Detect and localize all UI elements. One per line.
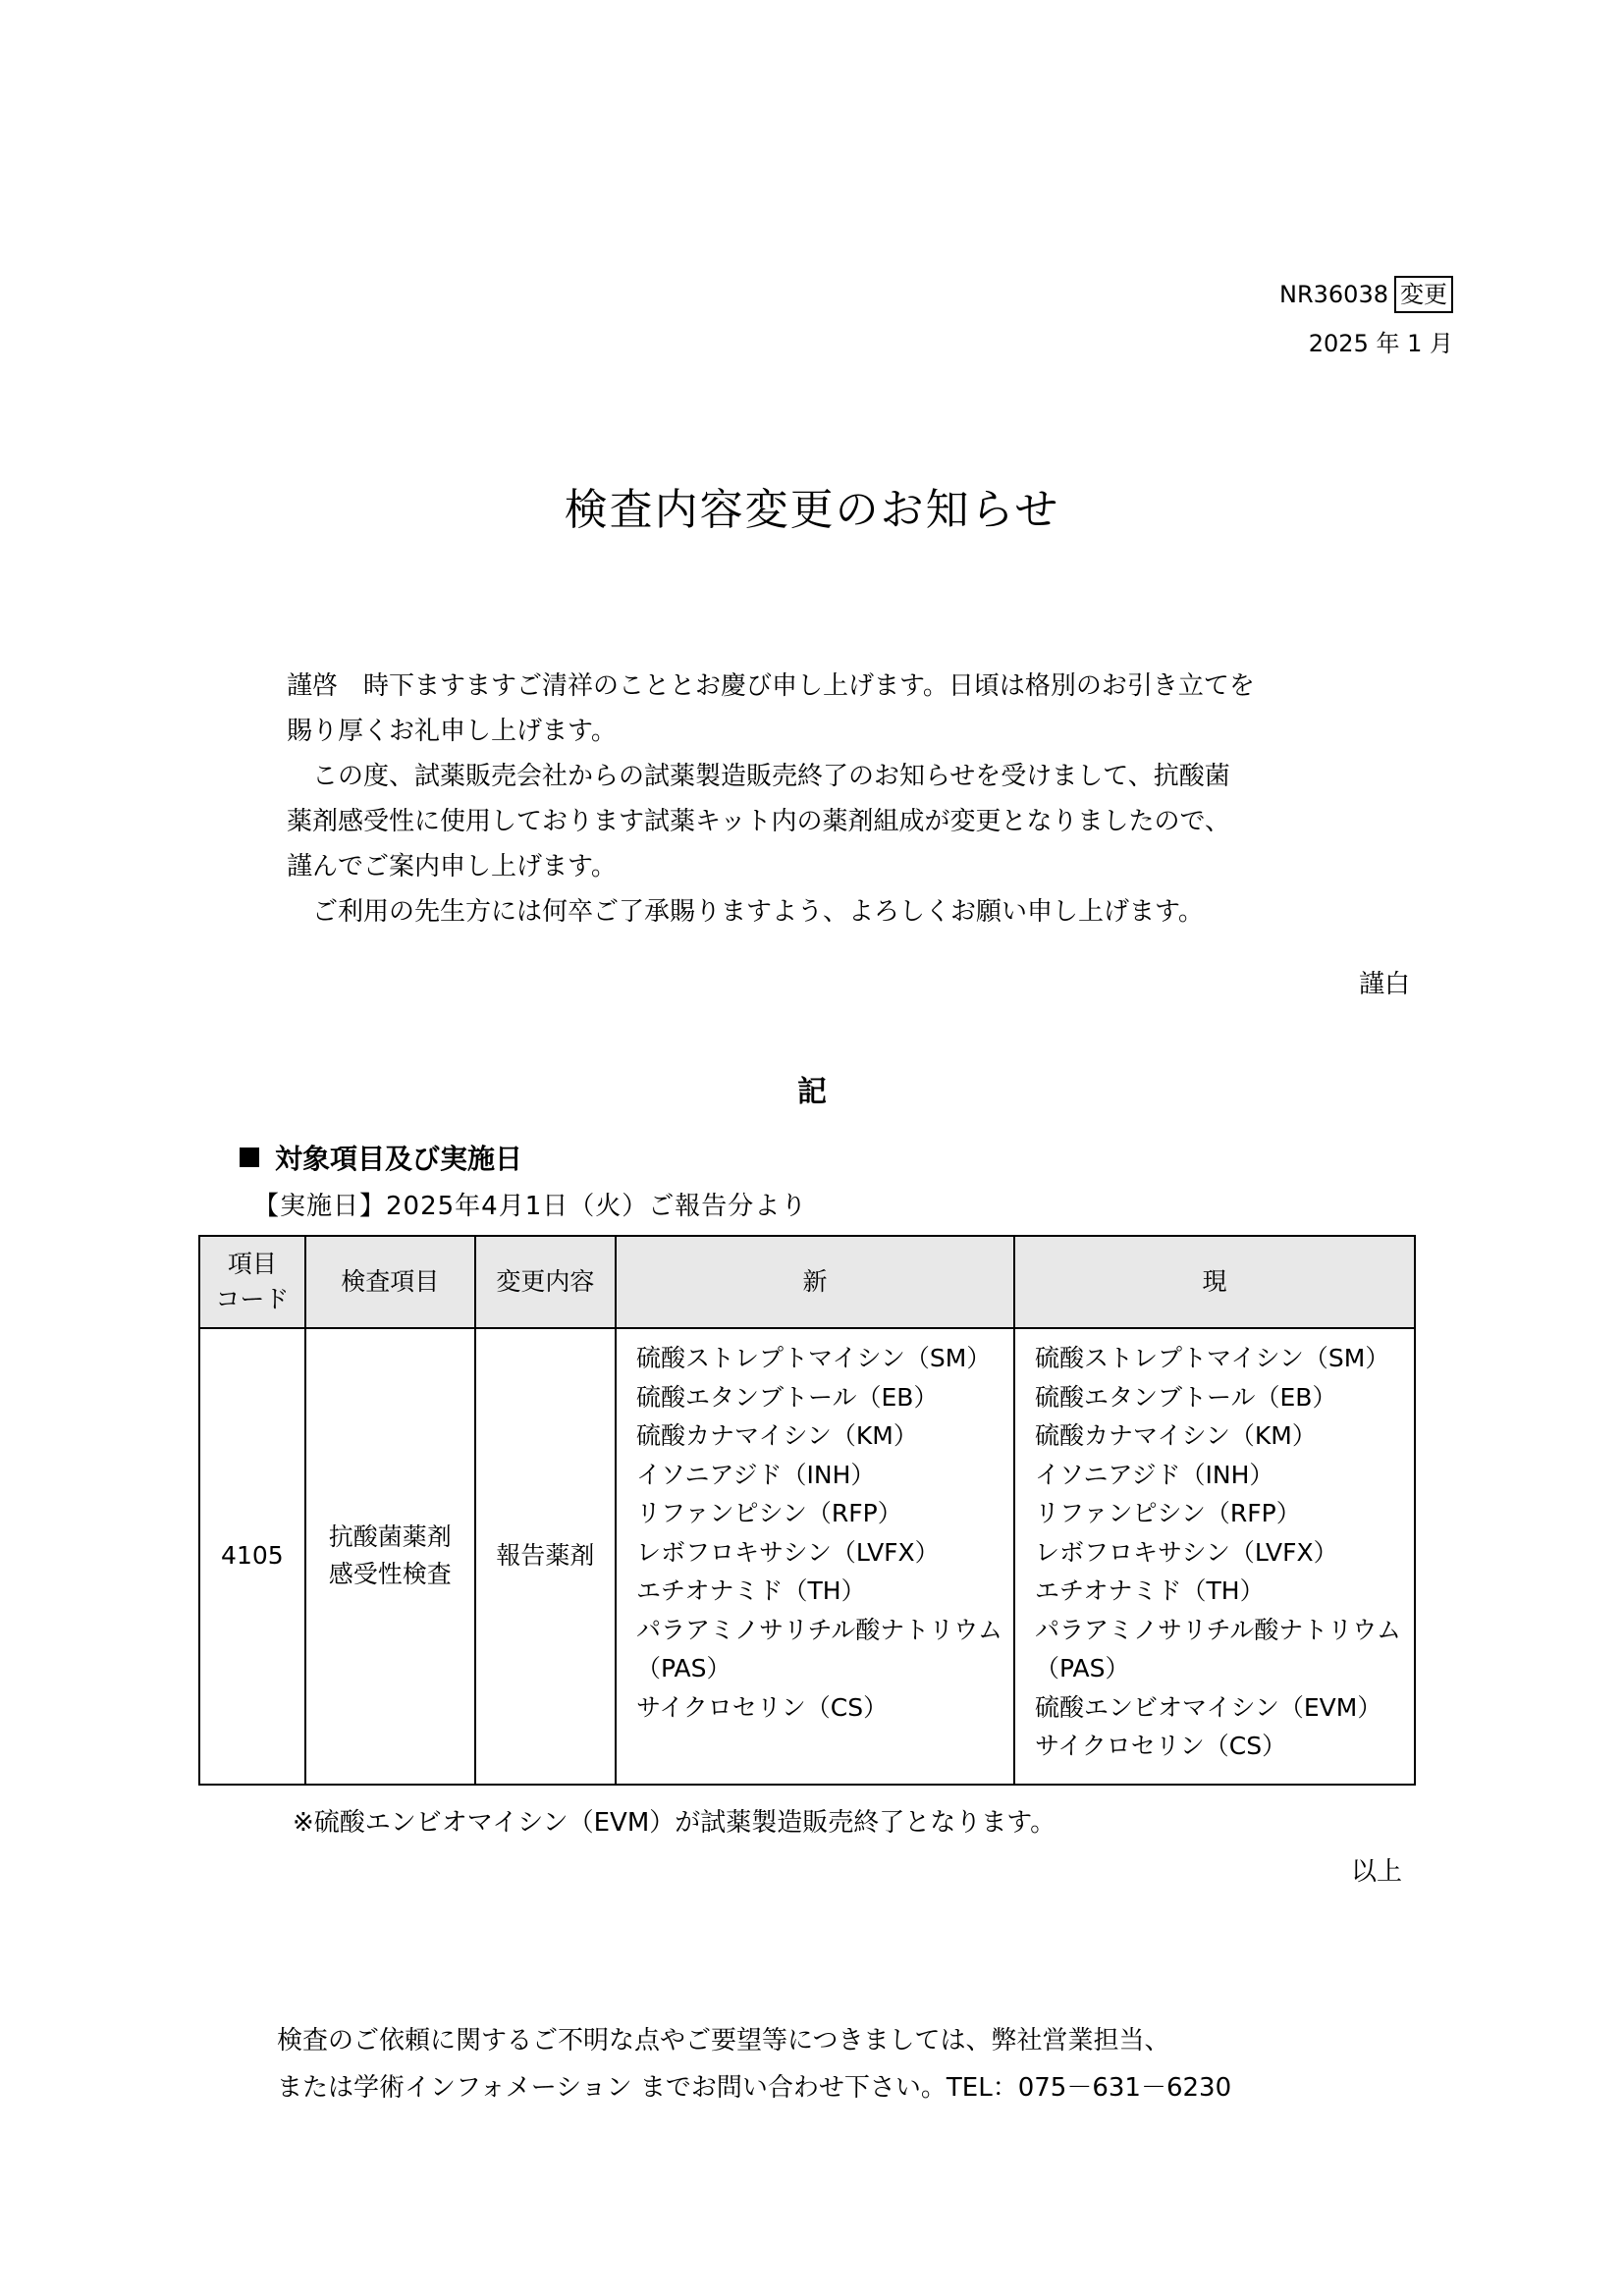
square-bullet-icon (240, 1148, 259, 1167)
document-number-text: NR36038 (1279, 281, 1388, 308)
body-line: この度、試薬販売会社からの試薬製造販売終了のお知らせを受けまして、抗酸菌 (312, 762, 1230, 791)
page-title: 検査内容変更のお知らせ (564, 485, 1060, 535)
body-line: 謹んでご案内申し上げます。 (287, 852, 617, 881)
current-drug-item: パラアミノサリチル酸ナトリウム (1035, 1615, 1402, 1644)
header-new: 新 (616, 1236, 1014, 1328)
current-drug-item: サイクロセリン（CS） (1035, 1732, 1287, 1760)
target-items-table (198, 1235, 1416, 1786)
body-line: 謹啓 時下ますますご清祥のこととお慶び申し上げます。日頃は格別のお引き立てを (287, 671, 1255, 701)
document-number (1279, 276, 1453, 313)
contact-info (277, 2017, 1231, 2111)
new-drug-item: エチオナミド（TH） (636, 1576, 866, 1605)
body-line: 薬剤感受性に使用しております試薬キット内の薬剤組成が変更となりましたので、 (287, 807, 1230, 836)
contact-line: または学術インフォメーション までお問い合わせ下さい。TEL：075－631－6230 (277, 2073, 1232, 2103)
ki-heading: 記 (797, 1075, 827, 1109)
current-drug-item: イソニアジド（INH） (1035, 1460, 1274, 1489)
ijo-closing: 以上 (1350, 1857, 1402, 1887)
new-drug-item: サイクロセリン（CS） (636, 1692, 889, 1722)
current-drug-item: （PAS） (1035, 1654, 1130, 1682)
implementation-date: 【実施日】2025年4月1日（火）ご報告分より (253, 1192, 808, 1221)
new-drug-item: パラアミノサリチル酸ナトリウム (636, 1615, 1003, 1644)
cell-current-drugs (1014, 1328, 1415, 1785)
cell-new-drugs (616, 1328, 1014, 1785)
header-current: 現 (1014, 1236, 1415, 1328)
current-drug-item: 硫酸エタンブトール（EB） (1035, 1382, 1337, 1412)
new-drug-item: レボフロキサシン（LVFX） (636, 1537, 940, 1567)
new-drug-item: イソニアジド（INH） (636, 1460, 876, 1489)
current-drug-item: 硫酸ストレプトマイシン（SM） (1035, 1344, 1390, 1372)
current-drug-item: リファンピシン（RFP） (1035, 1499, 1301, 1527)
closing-word: 謹白 (1358, 970, 1410, 999)
document-date: 2025 年 1 月 (1308, 330, 1453, 357)
body-line: 賜り厚くお礼申し上げます。 (287, 717, 617, 746)
new-drug-item: 硫酸エタンブトール（EB） (636, 1382, 939, 1412)
cell-change: 報告薬剤 (475, 1328, 616, 1785)
header-test-item: 検査項目 (305, 1236, 475, 1328)
current-drug-item: レボフロキサシン（LVFX） (1035, 1537, 1338, 1567)
new-drug-item: 硫酸ストレプトマイシン（SM） (636, 1344, 992, 1372)
table-header-row (199, 1236, 1415, 1328)
new-drug-item: （PAS） (636, 1654, 731, 1682)
section-heading (240, 1138, 522, 1177)
greeting-paragraph (287, 664, 1406, 934)
change-tag-box: 変更 (1394, 276, 1453, 313)
current-drug-item: エチオナミド（TH） (1035, 1576, 1265, 1605)
header-change: 変更内容 (475, 1236, 616, 1328)
cell-code: 4105 (199, 1328, 305, 1785)
section-heading-text: 対象項目及び実施日 (275, 1143, 523, 1175)
contact-line: 検査のご依頼に関するご不明な点やご要望等につきましては、弊社営業担当、 (277, 2026, 1170, 2056)
header-item-code: 項目 コード (199, 1236, 305, 1328)
current-drug-item: 硫酸カナマイシン（KM） (1035, 1421, 1317, 1450)
body-line: ご利用の先生方には何卒ご了承賜りますよう、よろしくお願い申し上げます。 (312, 897, 1204, 927)
discontinuation-note: ※硫酸エンビオマイシン（EVM）が試薬製造販売終了となります。 (293, 1808, 1056, 1838)
new-drug-item: 硫酸カナマイシン（KM） (636, 1421, 918, 1450)
cell-test-item: 抗酸菌薬剤 感受性検査 (305, 1328, 475, 1785)
current-drug-item: 硫酸エンビオマイシン（EVM） (1035, 1692, 1382, 1722)
new-drug-item: リファンピシン（RFP） (636, 1499, 902, 1527)
table-row (199, 1328, 1415, 1785)
